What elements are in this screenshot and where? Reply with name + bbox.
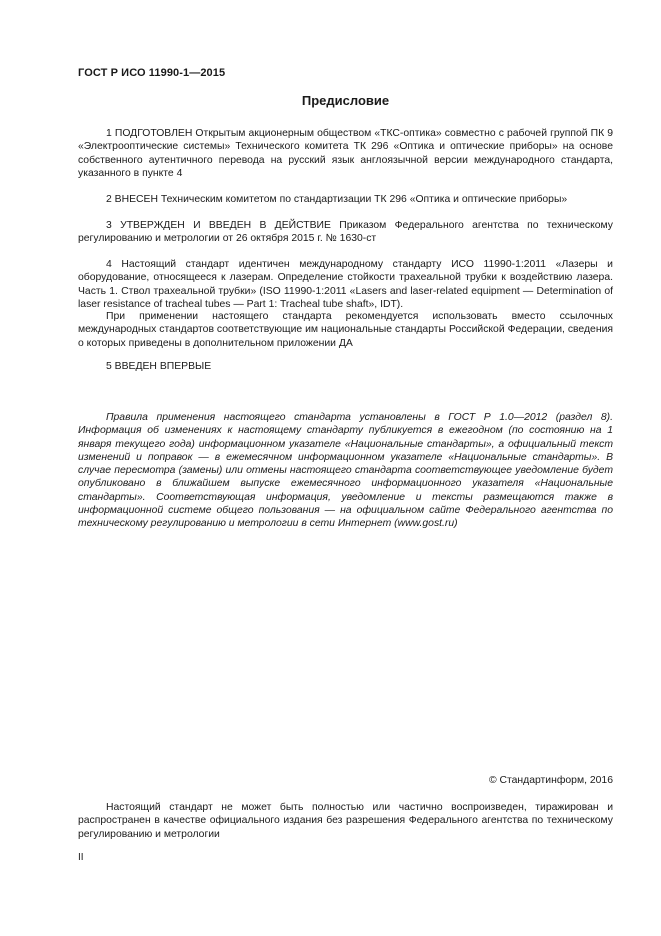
standard-header: ГОСТ Р ИСО 11990-1—2015: [78, 67, 226, 79]
paragraph-introduced-first: 5 ВВЕДЕН ВПЕРВЫЕ: [106, 361, 212, 372]
application-rules-notice: Правила применения настоящего стандарта установлены в ГОСТ Р 1.0—2012 (раздел 8). Информация об изменениях к настоящему стандарту публикуется в ежегодном (по состоянию на 1 января текущего года) информационном указателе «Национальные стандарты», а официальный текст изменений и поправок — в ежемесячном информационном указателе «Национальные стандарты». В случае пересмотра (замены) или отмены настоящего стандарта соответствующее уведомление будет опубликовано в ближайшем выпуске ежемесячного информационного указателя «Национальные стандарты». Соответствующая информация, уведомление и тексты размещаются также в информационной системе общего пользования — на официальном сайте Федерального агентства по техническому регулированию и метрологии в сети Интернет (www.gost.ru): [78, 412, 613, 530]
paragraph-reference-standards: При применении настоящего стандарта рекомендуется использовать вместо ссылочных международных стандартов соответствующие им национальные стандарты Российской Федерации, сведения о которых приведены в дополнительном приложении ДА: [78, 311, 613, 349]
paragraph-introduced-by: 2 ВНЕСЕН Техническим комитетом по стандартизации ТК 296 «Оптика и оптические приборы»: [106, 194, 568, 205]
paragraph-identical-standard: 4 Настоящий стандарт идентичен международному стандарту ИСО 11990-1:2011 «Лазеры и оборудование, относящееся к лазерам. Определение стойкости трахеальной трубки к воздействию лазера. Часть 1. Ствол трахеальной трубки» (ISO 11990-1:2011 «Lasers and laser-related equipment — Determination of laser resistance of tracheal tubes — Part 1: Tracheal tube shaft», IDT).: [78, 259, 613, 310]
paragraph-approved: 3 УТВЕРЖДЕН И ВВЕДЕН В ДЕЙСТВИЕ Приказом Федерального агентства по техническому регулированию и метрологии от 26 октября 2015 г. № 1630-ст: [78, 220, 613, 245]
reproduction-notice: Настоящий стандарт не может быть полностью или частично воспроизведен, тиражирован и распространен в качестве официального издания без разрешения Федерального агентства по техническому регулированию и метрологии: [78, 802, 613, 840]
copyright-line: © Стандартинформ, 2016: [488, 775, 613, 786]
page-number: II: [78, 852, 84, 863]
paragraph-prepared-by: 1 ПОДГОТОВЛЕН Открытым акционерным обществом «ТКС-оптика» совместно с рабочей группой ПК 9 «Электрооптические системы» Технического комитета ТК 296 «Оптика и оптические приборы» на основе собственного аутентичного перевода на русский язык англоязычной версии международного стандарта, указанного в пункте 4: [78, 128, 613, 179]
page-title: Предисловие: [301, 93, 390, 108]
